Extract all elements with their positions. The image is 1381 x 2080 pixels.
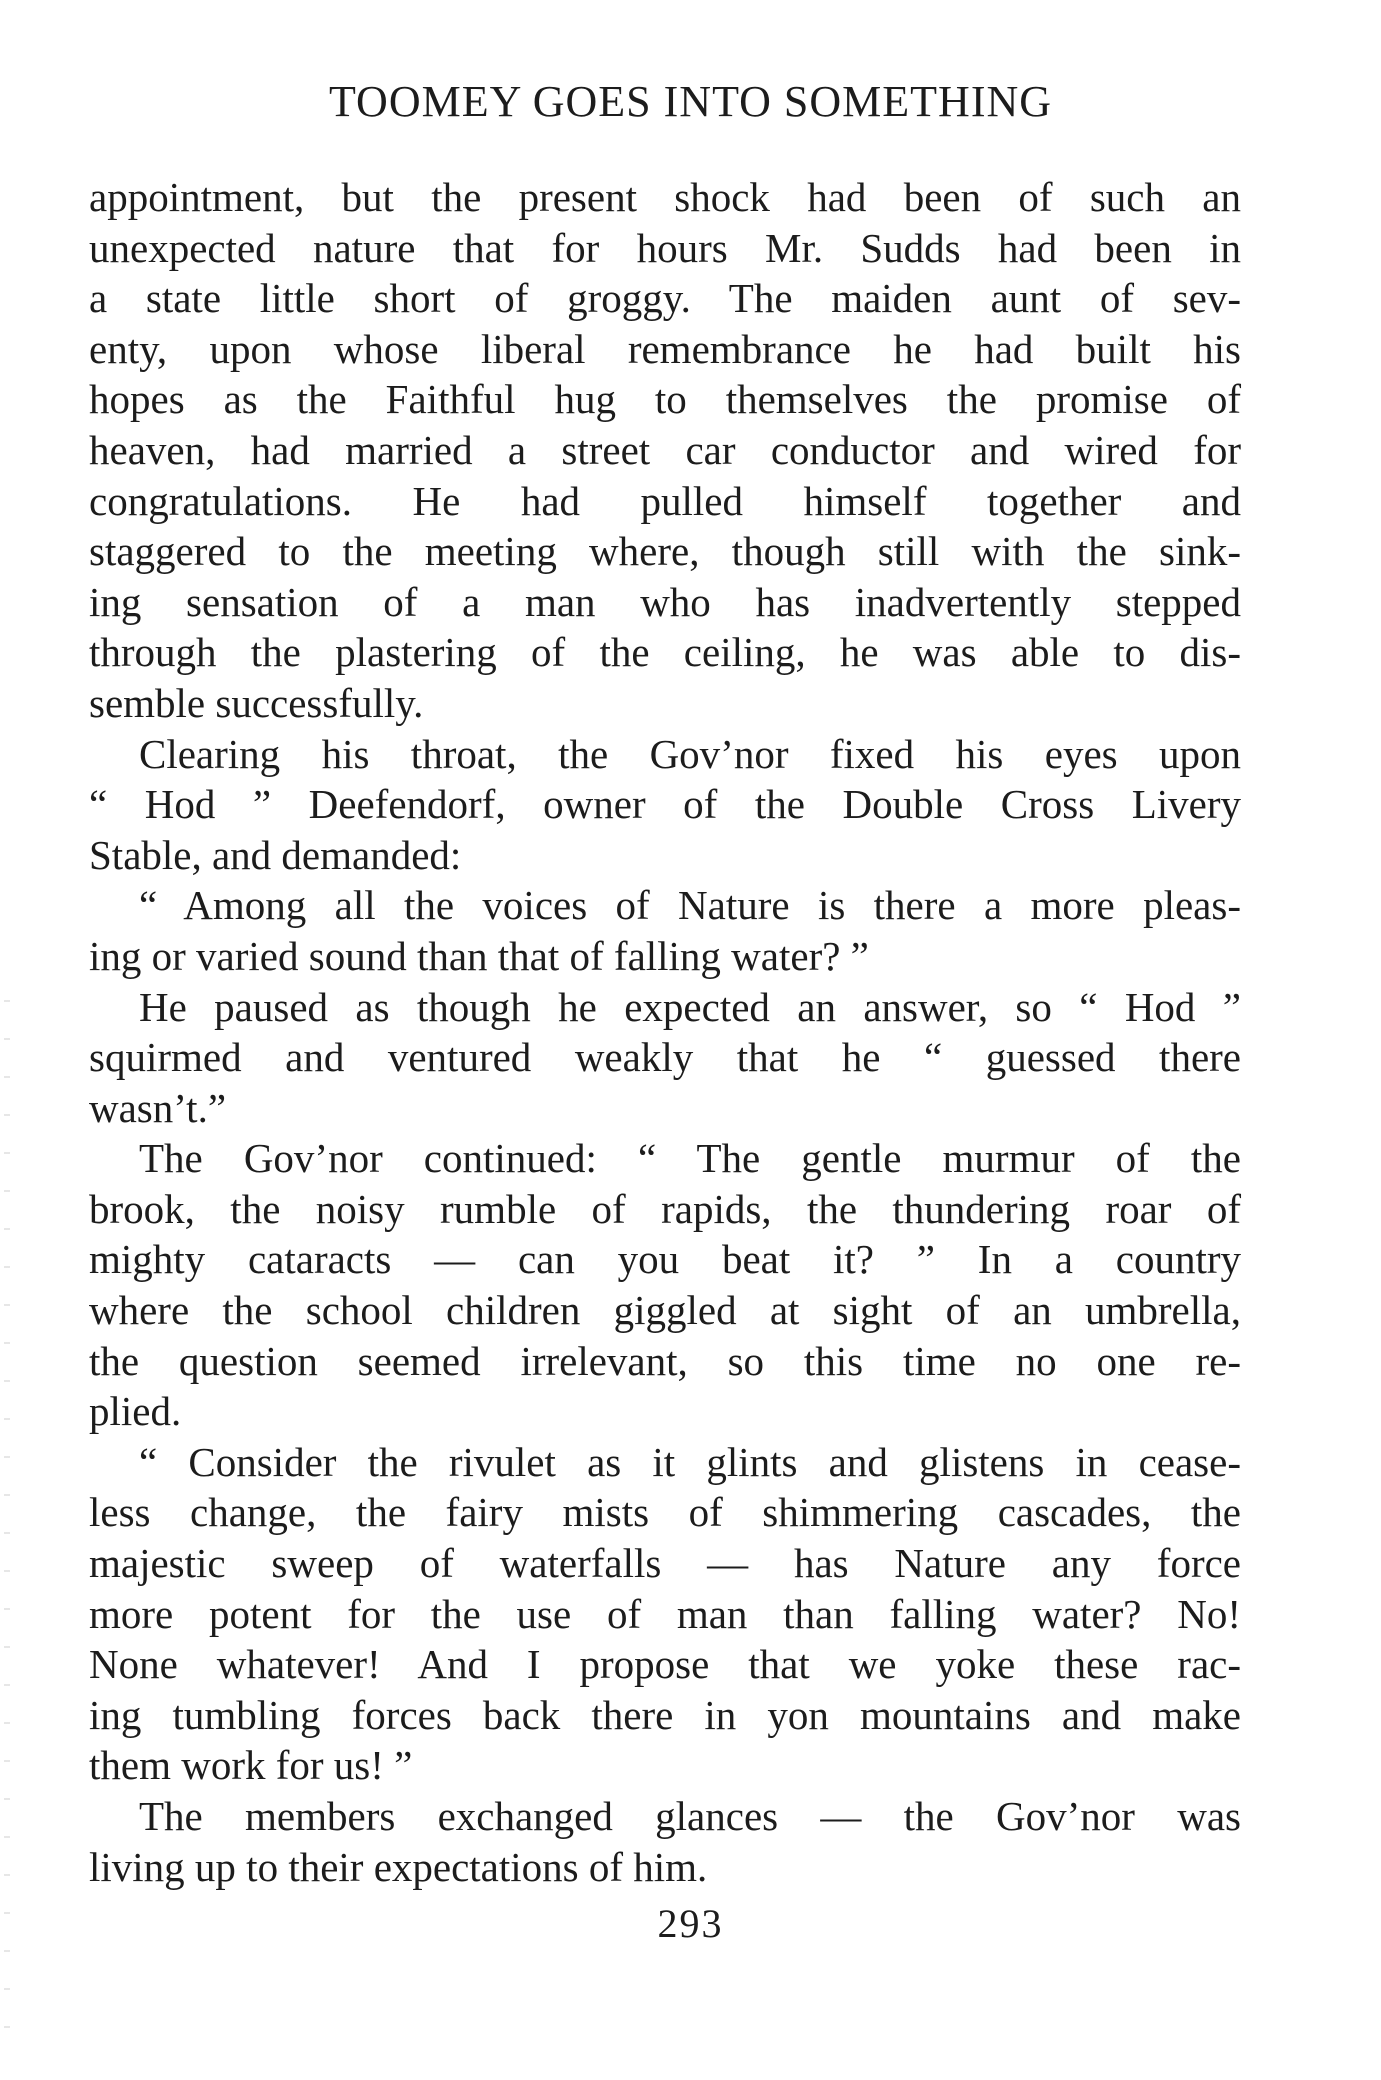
text-line: a state little short of groggy. The maiden aunt of sev- (89, 275, 1241, 322)
text-line: None whatever! And I propose that we yoke these rac- (89, 1641, 1241, 1688)
text-line: ing or varied sound than that of falling water? ” (89, 932, 869, 979)
body-text (89, 172, 1241, 1892)
text-line: “ Hod ” Deefendorf, owner of the Double Cross Livery (89, 781, 1241, 828)
text-line: semble successfully. (89, 679, 424, 726)
text-line: “ Consider the rivulet as it glints and glistens in cease- (139, 1438, 1241, 1485)
text-line: The members exchanged glances — the Gov’nor was (139, 1793, 1241, 1839)
text-line: hopes as the Faithful hug to themselves the promise of (89, 376, 1241, 423)
text-line: them work for us! ” (89, 1742, 413, 1789)
text-line: wasn’t.” (89, 1084, 227, 1131)
text-line: ing tumbling forces back there in yon mountains and make (89, 1691, 1241, 1738)
text-line: where the school children giggled at sight of an umbrella, (89, 1287, 1241, 1334)
page-edge-specks (4, 1000, 10, 2050)
text-line: squirmed and ventured weakly that he “ guessed there (89, 1034, 1241, 1081)
text-line: the question seemed irrelevant, so this time no one re- (89, 1337, 1241, 1384)
text-line: plied. (89, 1388, 182, 1435)
text-line: unexpected nature that for hours Mr. Sudds had been in (89, 224, 1241, 271)
text-line: “ Among all the voices of Nature is there a more pleas- (139, 882, 1241, 929)
text-line: ing sensation of a man who has inadvertently stepped (89, 578, 1241, 625)
text-line: congratulations. He had pulled himself together and (89, 477, 1241, 524)
text-line: majestic sweep of waterfalls — has Nature any force (89, 1540, 1241, 1587)
text-line: Stable, and demanded: (89, 831, 462, 878)
text-line: living up to their expectations of him. (89, 1843, 708, 1890)
text-line: The Gov’nor continued: “ The gentle murmur of the (139, 1135, 1241, 1182)
text-line: staggered to the meeting where, though still with the sink- (89, 528, 1241, 575)
text-line: Clearing his throat, the Gov’nor fixed his eyes upon (139, 730, 1241, 777)
page-number: 293 (657, 1901, 724, 1946)
text-line: mighty cataracts — can you beat it? ” In a country (89, 1236, 1241, 1283)
text-line: less change, the fairy mists of shimmering cascades, the (89, 1489, 1241, 1536)
text-line: He paused as though he expected an answer, so “ Hod ” (139, 983, 1241, 1030)
text-line: brook, the noisy rumble of rapids, the thundering roar of (89, 1185, 1241, 1232)
text-line: appointment, but the present shock had been of such an (89, 174, 1241, 220)
running-head: TOOMEY GOES INTO SOMETHING (328, 77, 1053, 126)
text-line: more potent for the use of man than falling water? No! (89, 1590, 1241, 1637)
text-line: through the plastering of the ceiling, he was able to dis- (89, 629, 1241, 676)
text-line: enty, upon whose liberal remembrance he had built his (89, 325, 1241, 372)
text-line: heaven, had married a street car conductor and wired for (89, 426, 1241, 473)
